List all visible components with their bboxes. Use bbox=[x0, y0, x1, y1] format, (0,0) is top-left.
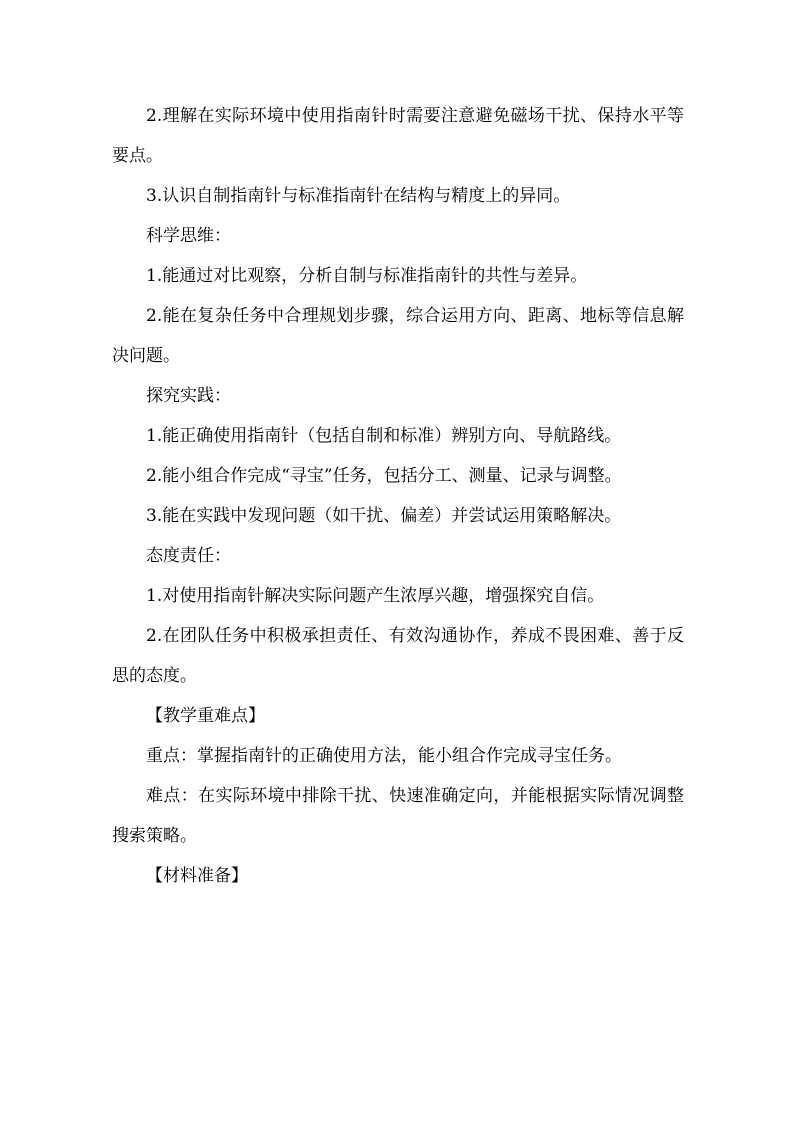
paragraph-difficulty: 难点：在实际环境中排除干扰、快速准确定向，并能根据实际情况调整搜索策略。 bbox=[112, 786, 684, 846]
paragraph-thinking-2: 2.能在复杂任务中合理规划步骤，综合运用方向、距离、地标等信息解决问题。 bbox=[112, 306, 684, 366]
paragraph-objective-3: 3.认识自制指南针与标准指南针在结构与精度上的异同。 bbox=[146, 186, 571, 206]
paragraph-key-point: 重点：掌握指南针的正确使用方法，能小组合作完成寻宝任务。 bbox=[146, 746, 622, 766]
section-heading-key-points: 【教学重难点】 bbox=[146, 706, 265, 726]
paragraph-practice-2: 2.能小组合作完成“寻宝”任务，包括分工、测量、记录与调整。 bbox=[146, 466, 622, 486]
section-heading-materials: 【材料准备】 bbox=[146, 866, 248, 886]
paragraph-practice-1: 1.能正确使用指南针（包括自制和标准）辨别方向、导航路线。 bbox=[146, 426, 622, 446]
paragraph-attitude-2: 2.在团队任务中积极承担责任、有效沟通协作，养成不畏困难、善于反思的态度。 bbox=[112, 626, 684, 686]
paragraph-practice-3: 3.能在实践中发现问题（如干扰、偏差）并尝试运用策略解决。 bbox=[146, 506, 622, 526]
paragraph-thinking-1: 1.能通过对比观察，分析自制与标准指南针的共性与差异。 bbox=[146, 266, 588, 286]
section-heading-attitude: 态度责任： bbox=[146, 546, 231, 566]
section-heading-scientific-thinking: 科学思维： bbox=[146, 226, 231, 246]
section-heading-inquiry-practice: 探究实践： bbox=[146, 386, 231, 406]
paragraph-objective-2: 2.理解在实际环境中使用指南针时需要注意避免磁场干扰、保持水平等要点。 bbox=[112, 106, 684, 166]
paragraph-attitude-1: 1.对使用指南针解决实际问题产生浓厚兴趣，增强探究自信。 bbox=[146, 586, 605, 606]
document-body bbox=[112, 96, 684, 896]
